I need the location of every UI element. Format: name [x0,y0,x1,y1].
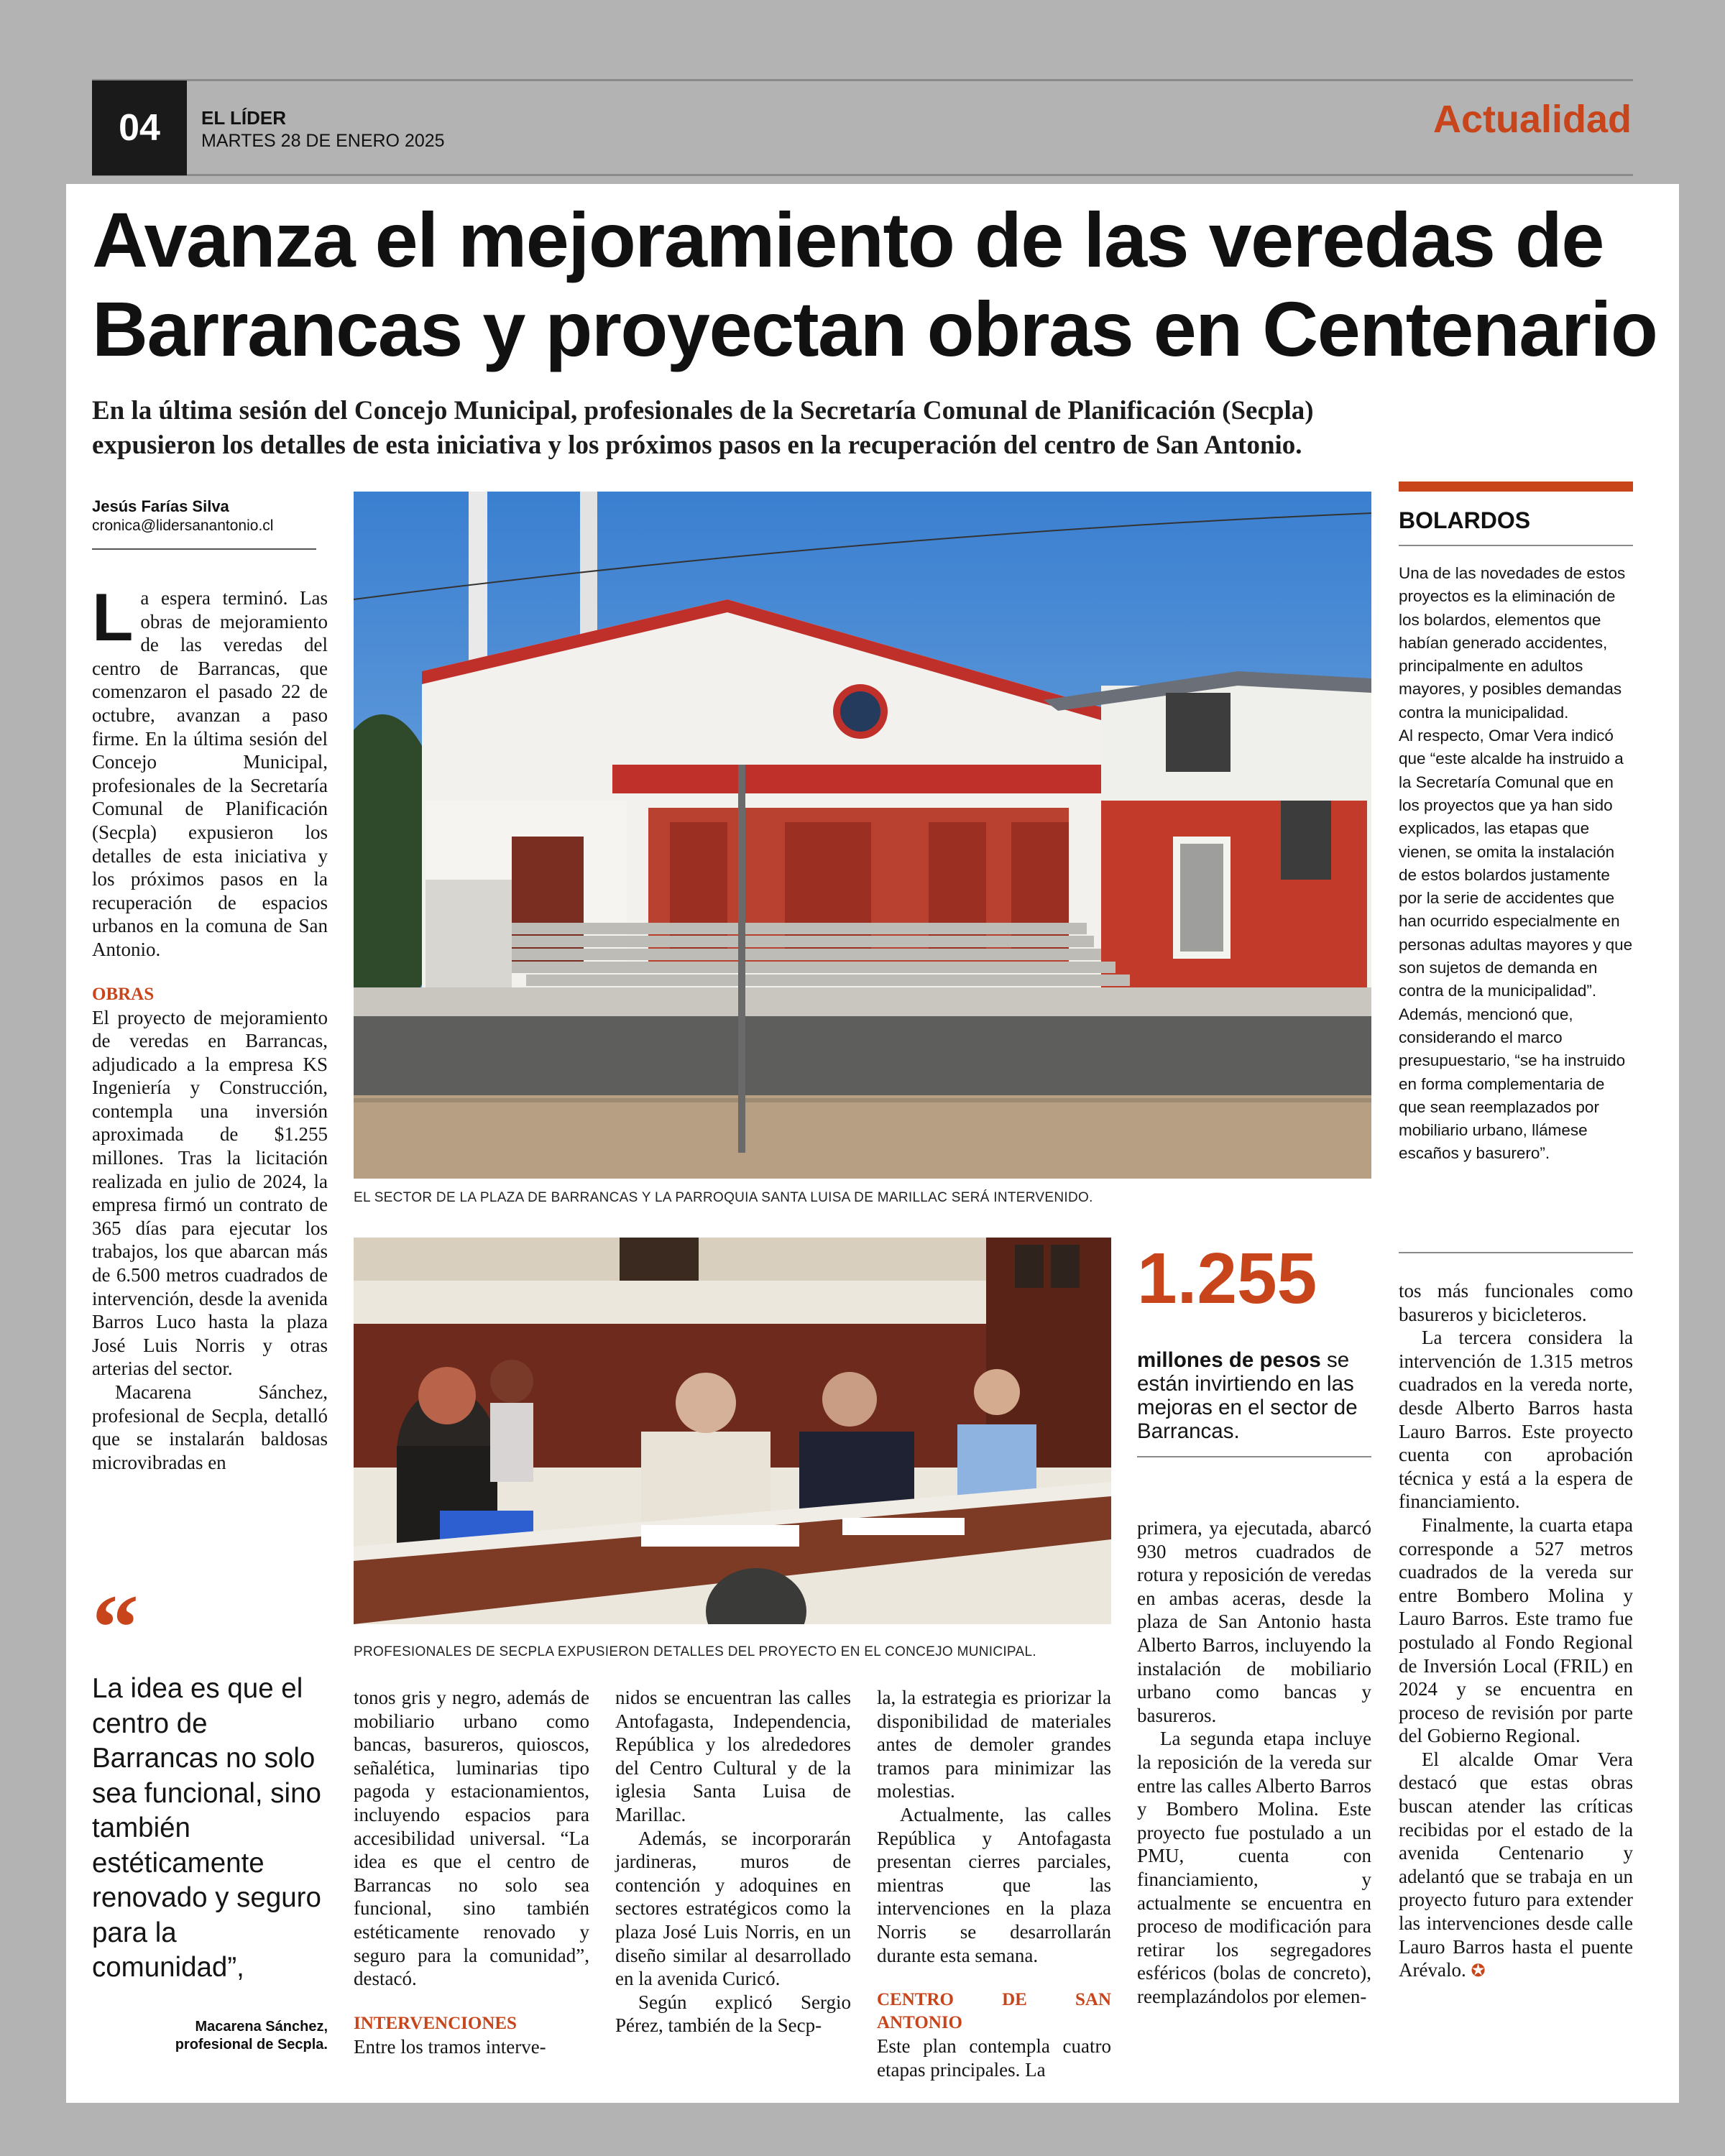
headline [92,195,1657,374]
sidebar-body [1399,562,1633,1166]
sidebar-accent-bar [1399,482,1633,492]
sidebar-paragraph: Al respecto, Omar Vera indicó que “este alcalde ha instruido a la Secretaría Comunal que en los proyectos que ya han sido explicados, las etapas que vienen, se omita la instalación de estos bolardos justamente por la serie de accidentes que han ocurrido especialmente en personas adultas mayores y que son sujetos de demanda en contra de la municipalidad”. [1399,727,1633,1000]
author-name: Jesús Farías Silva [92,497,229,515]
column-5 [1137,1516,1371,2008]
church-photo [354,492,1371,1179]
lead-paragraph [92,579,328,962]
quote-attribution [92,2018,328,2054]
author-email: cronica@lidersanantonio.cl [92,517,274,534]
quote-mark: “ [92,1576,139,1680]
subhead-intervenciones: INTERVENCIONES [354,2013,517,2033]
paragraph: la, la estrategia es priorizar la disponibilidad de materiales antes de demoler grandes tramos para minimizar las molestias. [877,1687,1111,1802]
paragraph: Este plan contempla cuatro etapas principales. La [877,2035,1111,2081]
quote-attribution-name: Macarena Sánchez, [195,2019,328,2035]
subhead-centro: CENTRO DE SAN ANTONIO [877,1990,1111,2033]
paragraph: La tercera considera la intervención de 1.315 metros cuadrados en la vereda norte, desde Alberto Barros hasta Lauro Barros. Este proyecto cuenta con aprobación técnica y está a la espera de financiamiento. [1399,1327,1633,1513]
paragraph: Entre los tramos interve- [354,2035,546,2058]
publication-name: EL LÍDER [201,107,286,129]
council-photo [354,1238,1111,1624]
column-6 [1399,1279,1633,1984]
closing-text: El alcalde Omar Vera destacó que estas obras buscan atender las críticas recibidas por el estado de la avenida Centenario y adelantó que se trabaja en un proyecto futuro para extender las intervenciones desde calle Lauro Barros hasta el puente Arévalo. [1399,1748,1633,1981]
column-3 [615,1686,851,2037]
headline-line-2: Barrancas y proyectan obras en Centenario [92,285,1657,372]
deck-line-2: expusieron los detalles de esta iniciativa y los próximos pasos en la recuperación del centro de San Antonio. [92,430,1302,460]
church-photo-image [354,492,1371,1179]
stat-bold: millones de pesos [1137,1348,1321,1372]
stat-number: 1.255 [1137,1238,1317,1319]
sidebar-paragraph: Además, mencionó que, considerando el marco presupuestario, “se ha instruido en forma complementaria de que sean reemplazados por mobiliario urbano, llámese escaños y basurero”. [1399,1005,1626,1163]
paragraph: El proyecto de mejoramiento de veredas en Barrancas, adjudicado a la empresa KS Ingeniería y Construcción, contempla una inversión aproximada de $1.255 millones. Tras la licitación realizada en julio de 2024, la empresa firmó un contrato de 365 días para ejecutar los trabajos, los que abarcan más de 6.500 metros cuadrados de intervención, desde la avenida Barros Luco hasta la plaza José Luis Norris y otras arterias del sector. [92,1006,328,1380]
council-photo-image [354,1238,1111,1624]
drop-cap: L [92,579,134,655]
header-bottom-rule [92,174,1633,176]
paragraph: tonos gris y negro, además de mobiliario urbano como bancas, basureros, quioscos, señalética, luminarias tipo pagoda y estacionamientos, incluyendo espacios para accesibilidad universal. “La idea es que el centro de Barrancas no solo sea funcional, sino también estéticamente renovado y seguro para la comunidad”, destacó. [354,1687,589,1990]
paragraph: Además, se incorporarán jardineras, muros de contención y adoquines en sectores estratégicos como la plaza José Luis Norris, en un diseño similar al desarrollado en la avenida Curicó. [615,1827,851,1990]
header-top-rule [92,79,1633,81]
paragraph: nidos se encuentran las calles Antofagasta, Independencia, República y los alrededores del Centro Cultural y de la iglesia Santa Luisa de Marillac. [615,1687,851,1825]
section-label: Actualidad [1432,98,1632,141]
paragraph: primera, ya ejecutada, abarcó 930 metros cuadrados de rotura y reposición de veredas en ambas aceras, desde la plaza de San Antonio hasta Alberto Barros, incluyendo la instalación de mobiliario urbano como bancas y basureros. [1137,1517,1371,1726]
page-number: 04 [92,80,187,175]
deck-line-1: En la última sesión del Concejo Municipal, profesionales de la Secretaría Comunal de Planificación (Secpla) [92,396,1314,425]
lead-text: a espera terminó. Las obras de mejoramiento de las veredas del centro de Barrancas, que comenzaron el pasado 22 de octubre, avanzan a paso firme. En la última sesión del Concejo Municipal, profesionales de la Secretaría Comunal de Planificación (Secpla) expusieron los detalles de esta iniciativa y los próximos pasos en la recuperación de espacios urbanos en la comuna de San Antonio. [92,587,328,960]
church-photo-caption: EL SECTOR DE LA PLAZA DE BARRANCAS Y LA PARROQUIA SANTA LUISA DE MARILLAC SERÁ INTERVENIDO. [354,1190,1093,1205]
sidebar-title: BOLARDOS [1399,507,1531,533]
pull-quote: La idea es que el centro de Barrancas no solo sea funcional, sino también estéticamente renovado y seguro para la comunidad”, [92,1673,321,1983]
quote-attribution-role: profesional de Secpla. [175,2037,328,2053]
byline-rule [92,548,316,550]
sidebar-paragraph: Una de las novedades de estos proyectos es la eliminación de los bolardos, elementos que habían generado accidentes, principalmente en adultos mayores, y posibles demandas contra la municipalidad. [1399,564,1626,722]
sidebar-title-rule [1399,545,1633,546]
stat-description: se están invirtiendo en las mejoras en el sector de Barrancas. [1137,1348,1358,1443]
stat-rule [1137,1456,1371,1457]
subhead-obras: OBRAS [92,984,155,1004]
column-2 [354,1686,589,2058]
publication-date: MARTES 28 DE ENERO 2025 [201,131,445,151]
paragraph: La segunda etapa incluye la reposición de la vereda sur entre las calles Alberto Barros y Bombero Molina. Este proyecto fue postulado a un PMU, cuenta con financiamiento, y actualmente se encuentra en proceso de modificación para retirar los segregadores esféricos (bolas de concreto), reemplazándolos por elemen- [1137,1728,1371,2007]
headline-line-1: Avanza el mejoramiento de las veredas de [92,196,1604,283]
end-mark-icon: ✪ [1471,1962,1486,1981]
paragraph: tos más funcionales como basureros y bicicleteros. [1399,1280,1633,1325]
paragraph [1399,1748,1633,1984]
paragraph: Actualmente, las calles República y Antofagasta presentan cierres parciales, mientras que las intervenciones en la plaza Norris se desarrollarán durante esta semana. [877,1803,1111,1966]
column-4 [877,1686,1111,2081]
column-1 [92,579,328,1474]
deck [92,394,1644,463]
stat-text [1137,1348,1374,1443]
paragraph: Macarena Sánchez, profesional de Secpla, detalló que se instalarán baldosas microvibradas en [92,1381,328,1473]
council-photo-caption: PROFESIONALES DE SECPLA EXPUSIERON DETALLES DEL PROYECTO EN EL CONCEJO MUNICIPAL. [354,1644,1036,1659]
paragraph: Finalmente, la cuarta etapa corresponde a 527 metros cuadrados de la vereda sur entre Bombero Molina y Lauro Barros. Este tramo fue postulado al Fondo Regional de Inversión Local (FRIL) en 2024 y se encuentra en proceso de revisión por parte del Gobierno Regional. [1399,1514,1633,1747]
sidebar-bottom-rule [1399,1252,1633,1253]
paragraph: Según explicó Sergio Pérez, también de la Secp- [615,1991,851,2037]
